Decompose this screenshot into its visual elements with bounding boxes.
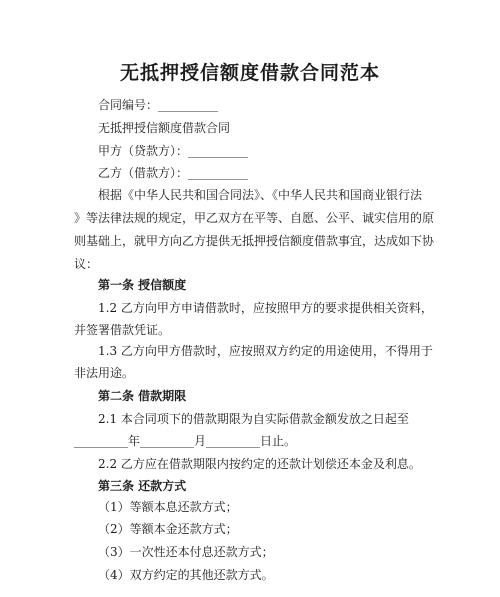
article-1-heading: 第一条 授信额度 [98, 278, 187, 292]
repayment-option-3: （3）一次性还本付息还款方式； [98, 545, 274, 559]
preamble-line-1: 根据《中华人民共和国合同法》、《中华人民共和国商业银行法 [98, 188, 423, 202]
contract-number: 合同编号：__________ [98, 98, 219, 112]
clause-1-2-line-2: 并签署借款凭证。 [74, 323, 171, 337]
preamble-line-2: 》等法律法规的规定，甲乙双方在平等、自愿、公平、诚实信用的原 [74, 211, 435, 225]
clause-2-2: 2.2 乙方应在借款期限内按约定的还款计划偿还本金及利息。 [98, 457, 421, 471]
repayment-option-1: （1）等额本息还款方式； [98, 500, 238, 514]
repayment-option-2: （2）等额本金还款方式； [98, 522, 238, 536]
clause-1-3-line-2: 非法用途。 [74, 366, 135, 380]
clause-2-1-line-1: 2.1 本合同项下的借款期限为自实际借款金额发放之日起至 [98, 412, 409, 426]
contract-name: 无抵押授信额度借款合同 [98, 121, 231, 135]
party-a: 甲方（贷款方）：__________ [98, 144, 249, 158]
clause-1-3-line-1: 1.3 乙方向甲方借款时，应按照双方约定的用途使用，不得用于 [98, 344, 433, 358]
party-b: 乙方（借款方）：__________ [98, 166, 249, 180]
document-title: 无抵押授信额度借款合同范本 [119, 62, 380, 84]
article-2-heading: 第二条 借款期限 [98, 389, 187, 403]
article-3-heading: 第三条 还款方式 [98, 479, 187, 493]
clause-1-2-line-1: 1.2 乙方向甲方申请借款时，应按照甲方的要求提供相关资料， [98, 301, 433, 315]
repayment-option-4: （4）双方约定的其他还款方式。 [98, 568, 274, 582]
preamble-line-3: 则基础上，就甲方向乙方提供无抵押授信额度借款事宜，达成如下协 [74, 234, 435, 248]
preamble-line-4: 议： [74, 257, 99, 271]
clause-2-1-line-2: _________年_________月_________日止。 [74, 434, 297, 448]
